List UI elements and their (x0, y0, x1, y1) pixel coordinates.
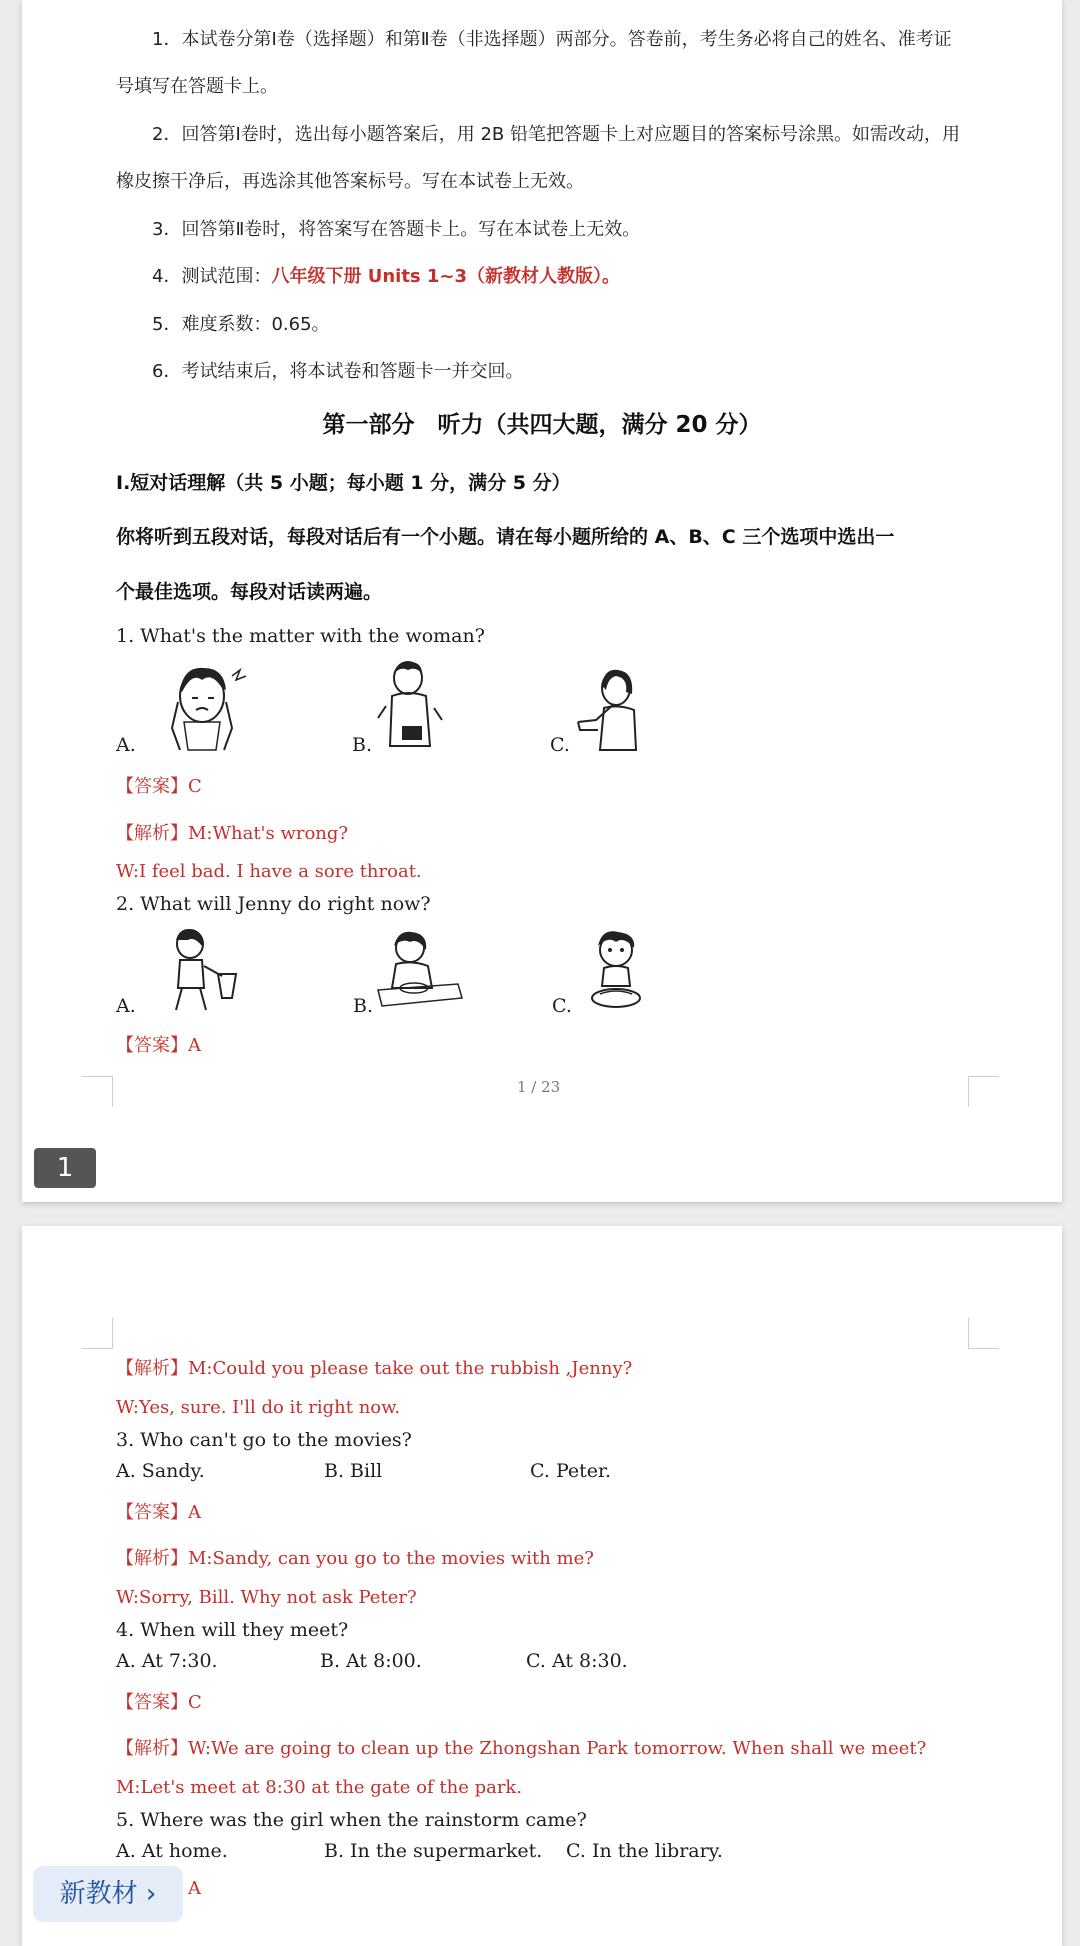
question-1: 1. What's the matter with the woman? (116, 625, 485, 647)
page-corner-mark (82, 1076, 113, 1107)
q1-analysis: 【解析】M:What's wrong? (116, 823, 349, 844)
section-title: Ⅰ.短对话理解（共 5 小题；每小题 1 分，满分 5 分） (116, 472, 571, 494)
instruction-6: 6．考试结束后，将本试卷和答题卡一并交回。 (152, 361, 524, 382)
question-4: 4. When will they meet? (116, 1619, 349, 1641)
q4-option-b: B. At 8:00. (320, 1650, 422, 1672)
headache-illustration (162, 658, 252, 754)
q1-option-c-label: C. (550, 734, 570, 756)
section-description: 你将听到五段对话，每段对话后有一个小题。请在每小题所给的 A、B、C 三个选项中选出一 (116, 526, 895, 548)
q4-option-a: A. At 7:30. (116, 1650, 218, 1672)
q3-analysis-cont: W:Sorry, Bill. Why not ask Peter? (116, 1587, 417, 1608)
document-page-2 (22, 1226, 1062, 1946)
q1-answer: 【答案】C (116, 776, 202, 797)
q2-option-c-label: C. (552, 995, 572, 1017)
question-3: 3. Who can't go to the movies? (116, 1429, 412, 1451)
q4-analysis-cont: M:Let's meet at 8:30 at the gate of the park. (116, 1777, 523, 1798)
q5-answer-partial: A (188, 1878, 201, 1899)
instruction-5: 5．难度系数：0.65。 (152, 314, 330, 335)
new-textbook-button[interactable]: 新教材 › (33, 1866, 183, 1922)
question-2: 2. What will Jenny do right now? (116, 893, 431, 915)
page-corner-mark (968, 1076, 999, 1107)
instruction-4-prefix: 4．测试范围： (152, 266, 272, 287)
q1-option-a-label: A. (116, 734, 136, 756)
page-corner-mark (968, 1318, 999, 1349)
q3-option-a: A. Sandy. (116, 1460, 205, 1482)
q5-option-a: A. At home. (116, 1840, 228, 1862)
q3-option-c: C. Peter. (530, 1460, 612, 1482)
instruction-1-cont: 号填写在答题卡上。 (116, 76, 278, 97)
q4-answer: 【答案】C (116, 1692, 202, 1713)
sore-throat-illustration (574, 664, 654, 754)
q3-option-b: B. Bill (324, 1460, 383, 1482)
page-number: 1 / 23 (517, 1078, 561, 1096)
stomachache-illustration (372, 656, 452, 754)
instruction-1: 1．本试卷分第Ⅰ卷（选择题）和第Ⅱ卷（非选择题）两部分。答卷前，考生务必将自己的姓名、准考证 (152, 29, 952, 50)
wash-dishes-illustration (372, 928, 464, 1010)
page-corner-mark (82, 1318, 113, 1349)
instruction-2: 2．回答第Ⅰ卷时，选出每小题答案后，用 2B 铅笔把答题卡上对应题目的答案标号涂黑。如需改动，用 (152, 124, 961, 145)
q1-option-b-label: B. (352, 734, 373, 756)
page-index-badge[interactable]: 1 (34, 1148, 96, 1188)
q2-answer: 【答案】A (116, 1035, 201, 1056)
q4-analysis: 【解析】W:We are going to clean up the Zhongshan Park tomorrow. When shall we meet? (116, 1738, 927, 1759)
instruction-3: 3．回答第Ⅱ卷时，将答案写在答题卡上。写在本试卷上无效。 (152, 219, 641, 240)
q5-option-c: C. In the library. (566, 1840, 723, 1862)
section-description-cont: 个最佳选项。每段对话读两遍。 (116, 581, 383, 603)
part-title: 第一部分 听力（共四大题，满分 20 分） (322, 412, 762, 438)
q2-analysis-cont: W:Yes, sure. I'll do it right now. (116, 1397, 401, 1418)
q1-analysis-cont: W:I feel bad. I have a sore throat. (116, 861, 422, 882)
q2-option-a-label: A. (116, 995, 136, 1017)
q2-analysis: 【解析】M:Could you please take out the rubbish ,Jenny? (116, 1358, 633, 1379)
test-scope: 八年级下册 Units 1~3（新教材人教版）。 (271, 266, 621, 287)
take-out-rubbish-illustration (150, 924, 246, 1014)
eat-noodles-illustration (576, 928, 656, 1014)
q2-option-b-label: B. (353, 995, 374, 1017)
q3-analysis: 【解析】M:Sandy, can you go to the movies with me? (116, 1548, 594, 1569)
q4-option-c: C. At 8:30. (526, 1650, 628, 1672)
instruction-2-cont: 橡皮擦干净后，再选涂其他答案标号。写在本试卷上无效。 (116, 171, 584, 192)
question-5: 5. Where was the girl when the rainstorm came? (116, 1809, 587, 1831)
q5-option-b: B. In the supermarket. (324, 1840, 543, 1862)
instruction-4 (152, 262, 620, 288)
q3-answer: 【答案】A (116, 1502, 201, 1523)
document-page-1 (22, 0, 1062, 1202)
